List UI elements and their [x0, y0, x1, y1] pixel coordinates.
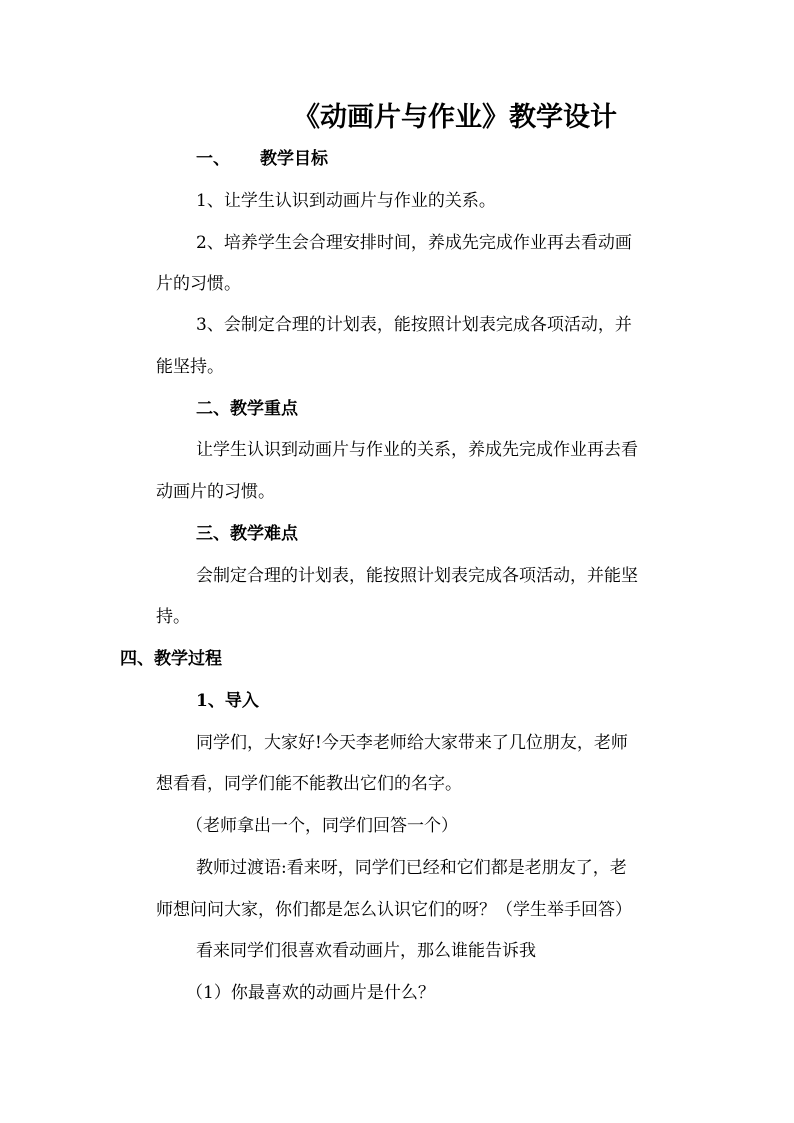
goal-1: 1、让学生认识到动画片与作业的关系。 [196, 191, 496, 211]
goal-3-line-2: 能坚持。 [156, 357, 224, 377]
step-1-heading: 1、导入 [196, 691, 259, 711]
section-1-heading: 教学目标 [260, 149, 328, 169]
goal-2-line-2: 片的习惯。 [156, 274, 241, 294]
section-2-heading: 二、教学重点 [196, 399, 298, 419]
goal-2-line-1: 2、培养学生会合理安排时间，养成先完成作业再去看动画 [196, 233, 632, 253]
section-1-number: 一、 [196, 149, 230, 169]
question-intro: 看来同学们很喜欢看动画片，那么谁能告诉我 [196, 941, 536, 961]
section-3-heading: 三、教学难点 [196, 524, 298, 544]
question-1: （1）你最喜欢的动画片是什么？ [186, 983, 435, 1003]
transition-line-1: 教师过渡语:看来呀，同学们已经和它们都是老朋友了，老 [196, 858, 627, 878]
key-point-line-2: 动画片的习惯。 [156, 482, 275, 502]
difficulty-line-1: 会制定合理的计划表，能按照计划表完成各项活动，并能坚 [196, 566, 638, 586]
goal-3-line-1: 3、会制定合理的计划表，能按照计划表完成各项活动，并 [196, 315, 632, 335]
document-title: 《动画片与作业》教学设计 [293, 102, 617, 133]
transition-line-2: 师想问问大家，你们都是怎么认识它们的呀？（学生举手回答） [156, 900, 632, 920]
intro-line-1: 同学们，大家好!今天李老师给大家带来了几位朋友，老师 [196, 733, 628, 753]
key-point-line-1: 让学生认识到动画片与作业的关系，养成先完成作业再去看 [196, 440, 638, 460]
intro-line-2: 想看看，同学们能不能教出它们的名字。 [156, 774, 462, 794]
difficulty-line-2: 持。 [156, 607, 190, 627]
section-4-heading: 四、教学过程 [120, 649, 222, 669]
teacher-note: （老师拿出一个，同学们回答一个） [186, 816, 458, 836]
